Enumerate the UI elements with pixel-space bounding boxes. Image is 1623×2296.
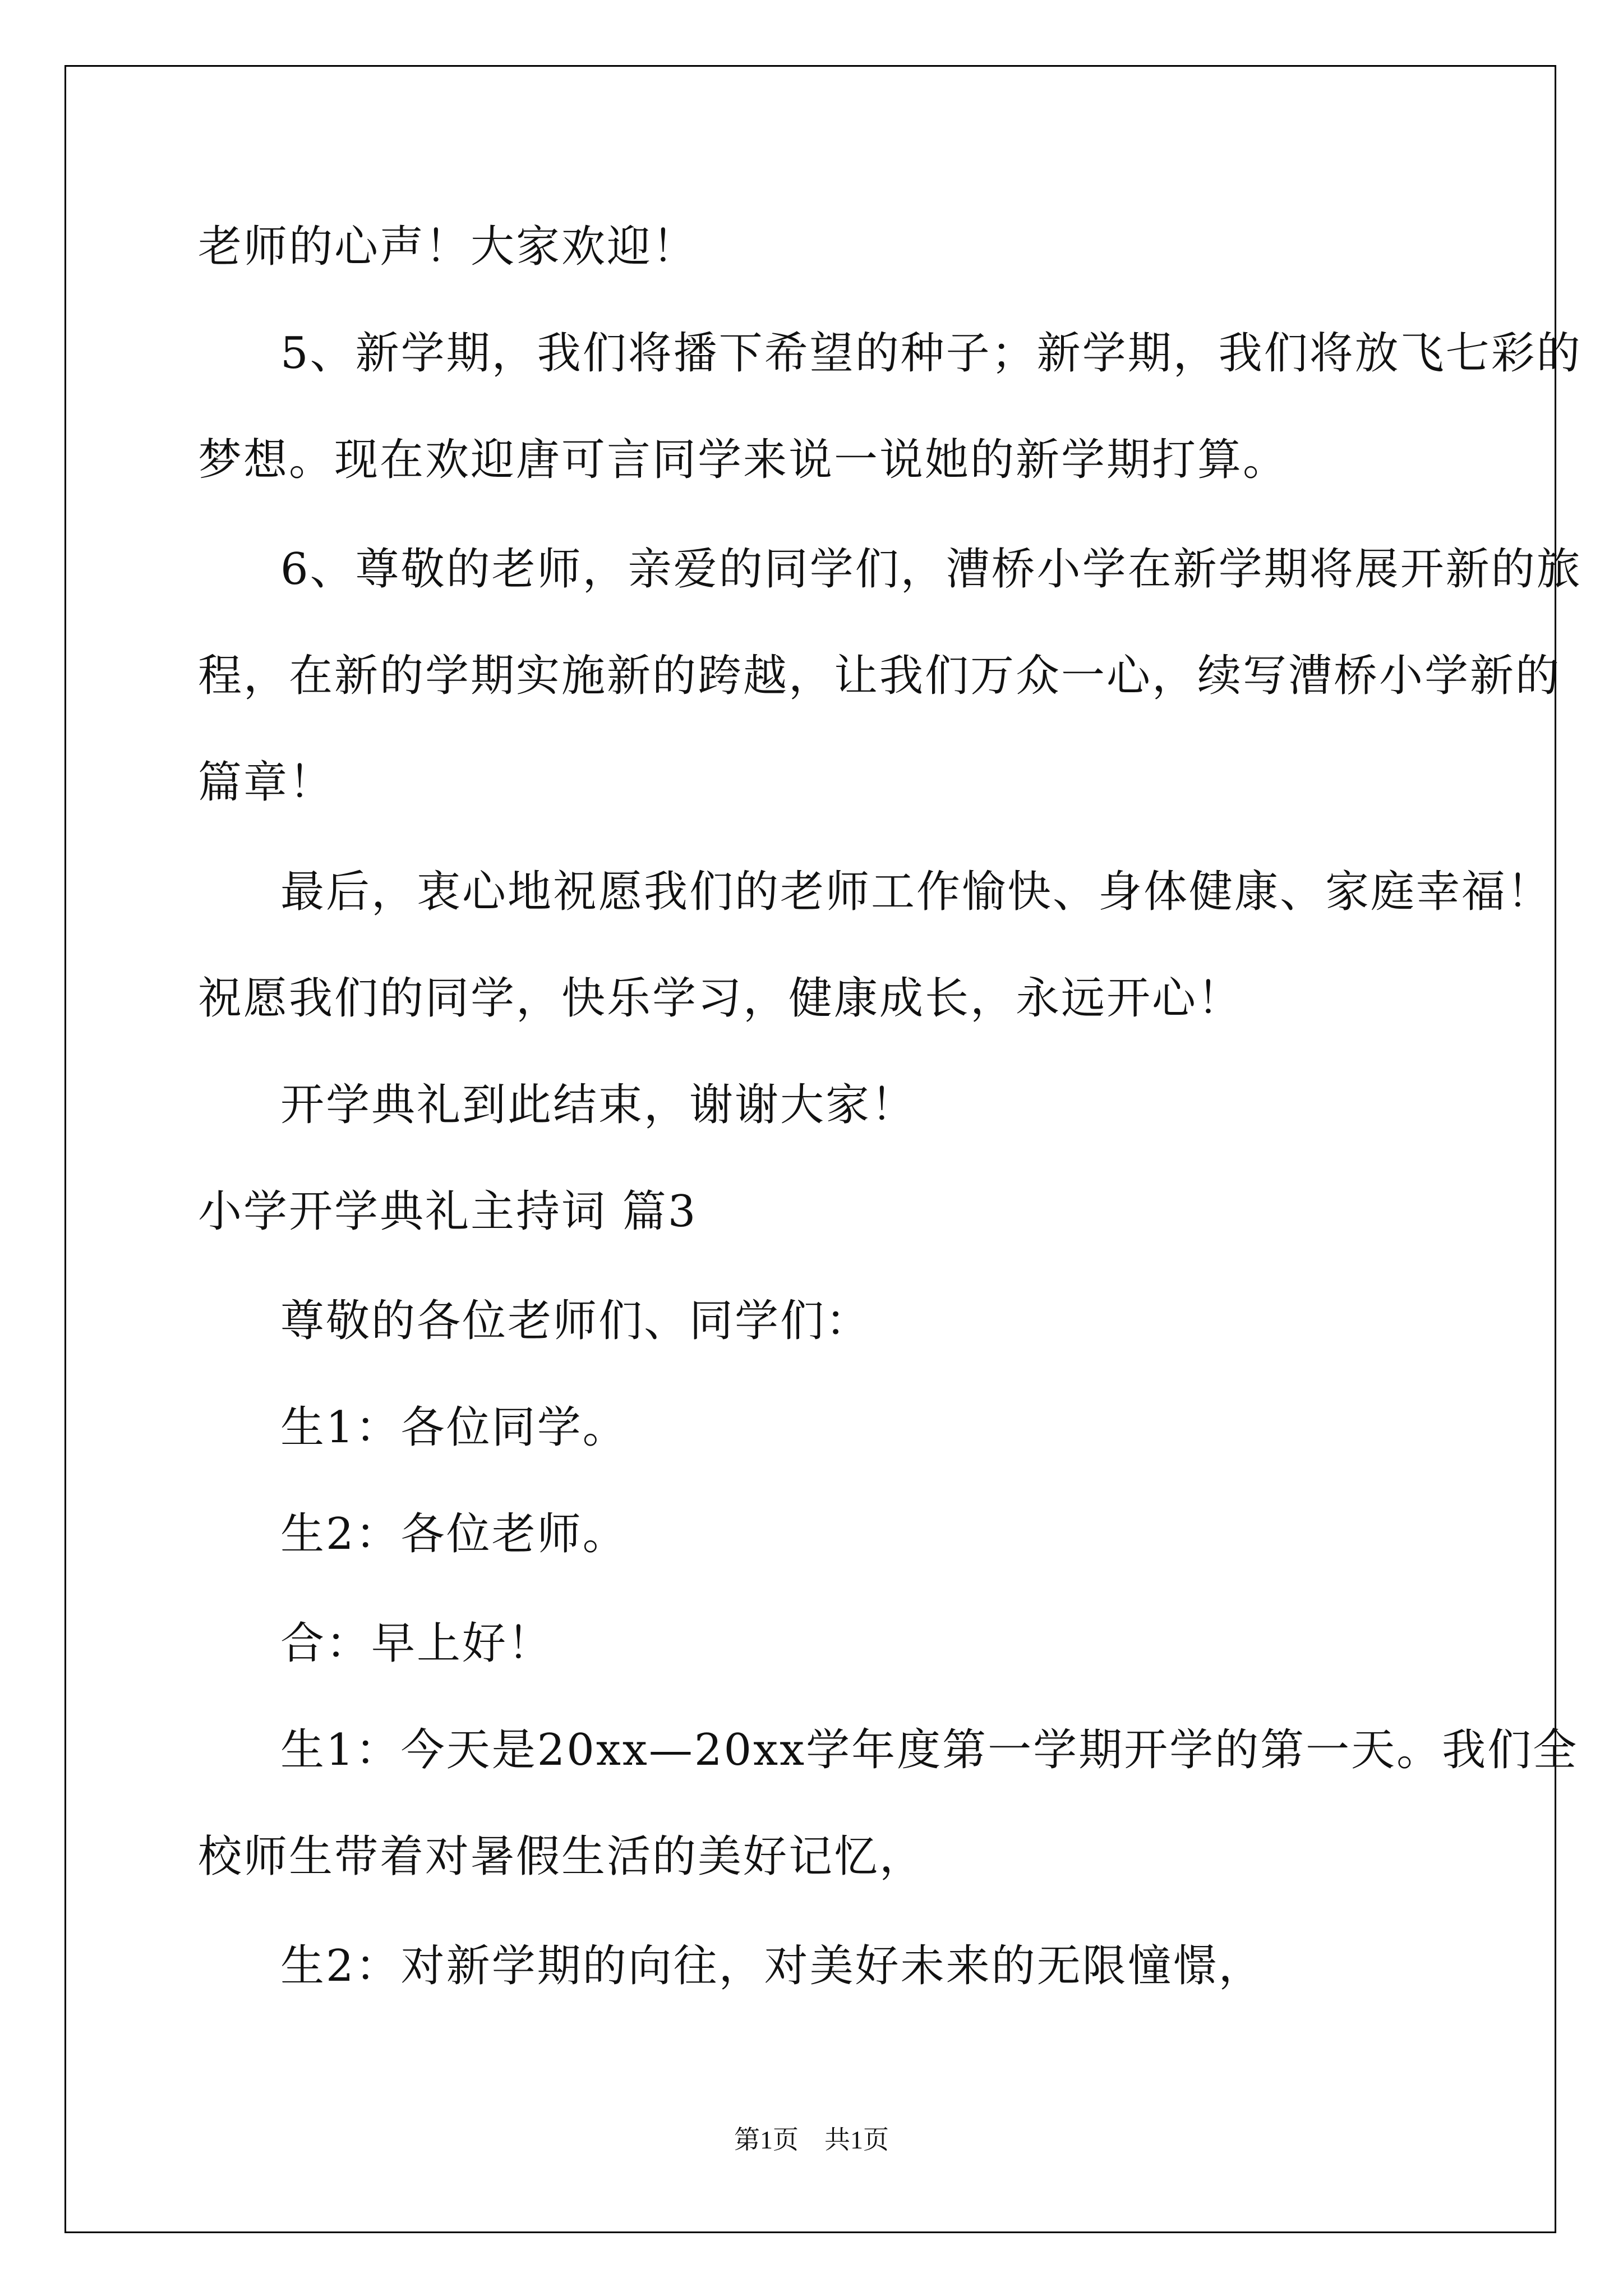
text-line: 生2：对新学期的向往，对美好未来的无限憧憬， [280,1941,1264,1991]
text-line: 生1：今天是20xx—20xx学年度第一学期开学的第一天。我们全 [280,1725,1579,1775]
text-line: 合：早上好！ [280,1618,554,1669]
text-line: 老师的心声！大家欢迎！ [198,222,698,272]
text-line: 祝愿我们的同学，快乐学习，健康成长，永远开心！ [198,973,1243,1024]
section-heading: 小学开学典礼主持词 篇3 [198,1186,698,1237]
text-line: 生1：各位同学。 [280,1402,628,1453]
text-line: 篇章！ [198,757,335,808]
text-line: 程，在新的学期实施新的跨越，让我们万众一心，续写漕桥小学新的 [198,651,1561,701]
page-number-footer: 第1页 共1页 [734,2125,889,2154]
text-line: 开学典礼到此结束，谢谢大家！ [280,1080,917,1130]
text-line: 生2：各位老师。 [280,1509,628,1559]
text-line: 校师生带着对暑假生活的美好记忆， [198,1832,925,1882]
text-line: 6、尊敬的老师，亲爱的同学们，漕桥小学在新学期将展开新的旅 [280,544,1582,595]
page-border [64,65,1556,2233]
text-line: 5、新学期，我们将播下希望的种子；新学期，我们将放飞七彩的 [280,328,1582,379]
text-line: 最后，衷心地祝愿我们的老师工作愉快、身体健康、家庭幸福！ [280,867,1553,917]
text-line: 尊敬的各位老师们、同学们： [280,1296,872,1346]
text-line: 梦想。现在欢迎唐可言同学来说一说她的新学期打算。 [198,435,1289,485]
